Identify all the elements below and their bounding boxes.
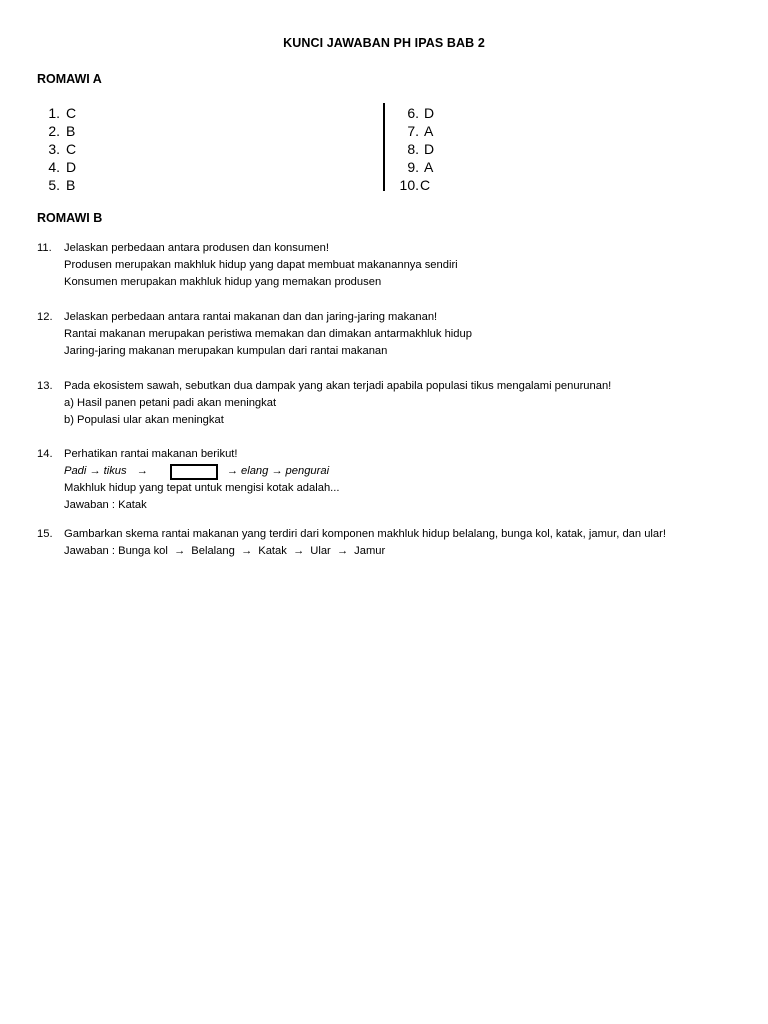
answer-number: 3. — [48, 141, 60, 157]
question-number: 12. — [37, 311, 53, 323]
answer-prefix: Jawaban : — [64, 545, 119, 557]
arrow-right-icon: → — [240, 545, 253, 557]
chain-organism: Ular — [310, 545, 331, 557]
answer-number: 7. — [407, 123, 419, 139]
chain-organism: Katak — [258, 545, 287, 557]
answer-line: a) Hasil panen petani padi akan meningkat — [64, 397, 277, 409]
answer-line: Makhluk hidup yang tepat untuk mengisi kotak adalah... — [64, 482, 340, 494]
answer-letter: B — [66, 123, 76, 139]
answer-line: Jawaban : Katak — [64, 499, 147, 511]
chain-organism: Jamur — [354, 545, 386, 557]
chain-organism: pengurai — [285, 465, 330, 477]
section-a-heading: ROMAWI A — [37, 72, 102, 86]
answer-item — [384, 104, 434, 122]
answer-line — [37, 543, 666, 560]
answer-letter: D — [424, 105, 435, 121]
answer-item — [37, 158, 76, 176]
answers-left-column — [37, 104, 76, 194]
document-title: KUNCI JAWABAN PH IPAS BAB 2 — [283, 36, 485, 50]
chain-organism: tikus — [103, 465, 127, 477]
answer-item — [37, 140, 76, 158]
answer-item — [37, 104, 76, 122]
answer-item — [384, 140, 434, 158]
blank-answer-box — [170, 464, 218, 480]
answer-number: 6. — [407, 105, 419, 121]
answer-number: 1. — [48, 105, 60, 121]
answers-right-column — [384, 104, 434, 194]
answer-number: 9. — [407, 159, 419, 175]
question-15 — [37, 526, 666, 560]
question-text: Gambarkan skema rantai makanan yang terdiri dari komponen makhluk hidup belalang, bunga kol, katak, jamur, dan ular! — [64, 528, 666, 540]
answer-item — [37, 176, 76, 194]
question-number: 15. — [37, 528, 53, 540]
arrow-right-icon: → — [136, 465, 148, 477]
arrow-right-icon: → — [173, 545, 186, 557]
chain-organism: elang — [240, 465, 269, 477]
question-text: Jelaskan perbedaan antara produsen dan konsumen! — [64, 242, 329, 254]
arrow-right-icon: → — [336, 545, 349, 557]
answer-letter: D — [424, 141, 435, 157]
answer-item — [37, 122, 76, 140]
section-b-heading: ROMAWI B — [37, 211, 103, 225]
arrow-right-icon: → — [292, 545, 305, 557]
question-12 — [37, 309, 472, 360]
answer-number: 8. — [407, 141, 419, 157]
answer-line: Jaring-jaring makanan merupakan kumpulan dari rantai makanan — [64, 345, 388, 357]
question-11 — [37, 240, 458, 291]
answer-number: 10. — [399, 177, 419, 193]
answer-letter: D — [66, 159, 77, 175]
answer-letter: C — [420, 177, 431, 193]
answer-line: Produsen merupakan makhluk hidup yang dapat membuat makanannya sendiri — [64, 259, 458, 271]
question-number: 13. — [37, 380, 53, 392]
answer-line: Konsumen merupakan makhluk hidup yang memakan produsen — [64, 276, 382, 288]
answer-item — [384, 122, 434, 140]
answer-letter: A — [424, 159, 434, 175]
question-14 — [37, 446, 340, 514]
answer-letter: A — [424, 123, 434, 139]
question-text: Perhatikan rantai makanan berikut! — [64, 448, 238, 460]
answer-item — [384, 158, 434, 176]
arrow-right-icon: → — [226, 465, 238, 477]
answer-letter: C — [66, 141, 77, 157]
answer-item — [384, 176, 434, 194]
question-13 — [37, 378, 611, 429]
question-number: 14. — [37, 448, 53, 460]
arrow-right-icon: → — [89, 465, 101, 477]
answer-number: 5. — [48, 177, 60, 193]
answer-number: 4. — [48, 159, 60, 175]
answer-letter: C — [66, 105, 77, 121]
arrow-right-icon: → — [271, 465, 283, 477]
chain-organism: Belalang — [191, 545, 235, 557]
answer-line: b) Populasi ular akan meningkat — [64, 414, 224, 426]
answer-letter: B — [66, 177, 76, 193]
chain-organism: Padi — [64, 465, 87, 477]
chain-organism: Bunga kol — [118, 545, 168, 557]
answer-line: Rantai makanan merupakan peristiwa memakan dan dimakan antarmakhluk hidup — [64, 328, 472, 340]
question-text: Jelaskan perbedaan antara rantai makanan dan dan jaring-jaring makanan! — [64, 311, 438, 323]
question-text: Pada ekosistem sawah, sebutkan dua dampak yang akan terjadi apabila populasi tikus mengalami penurunan! — [64, 380, 612, 392]
answer-number: 2. — [48, 123, 60, 139]
food-chain — [37, 463, 340, 480]
question-number: 11. — [37, 242, 52, 254]
